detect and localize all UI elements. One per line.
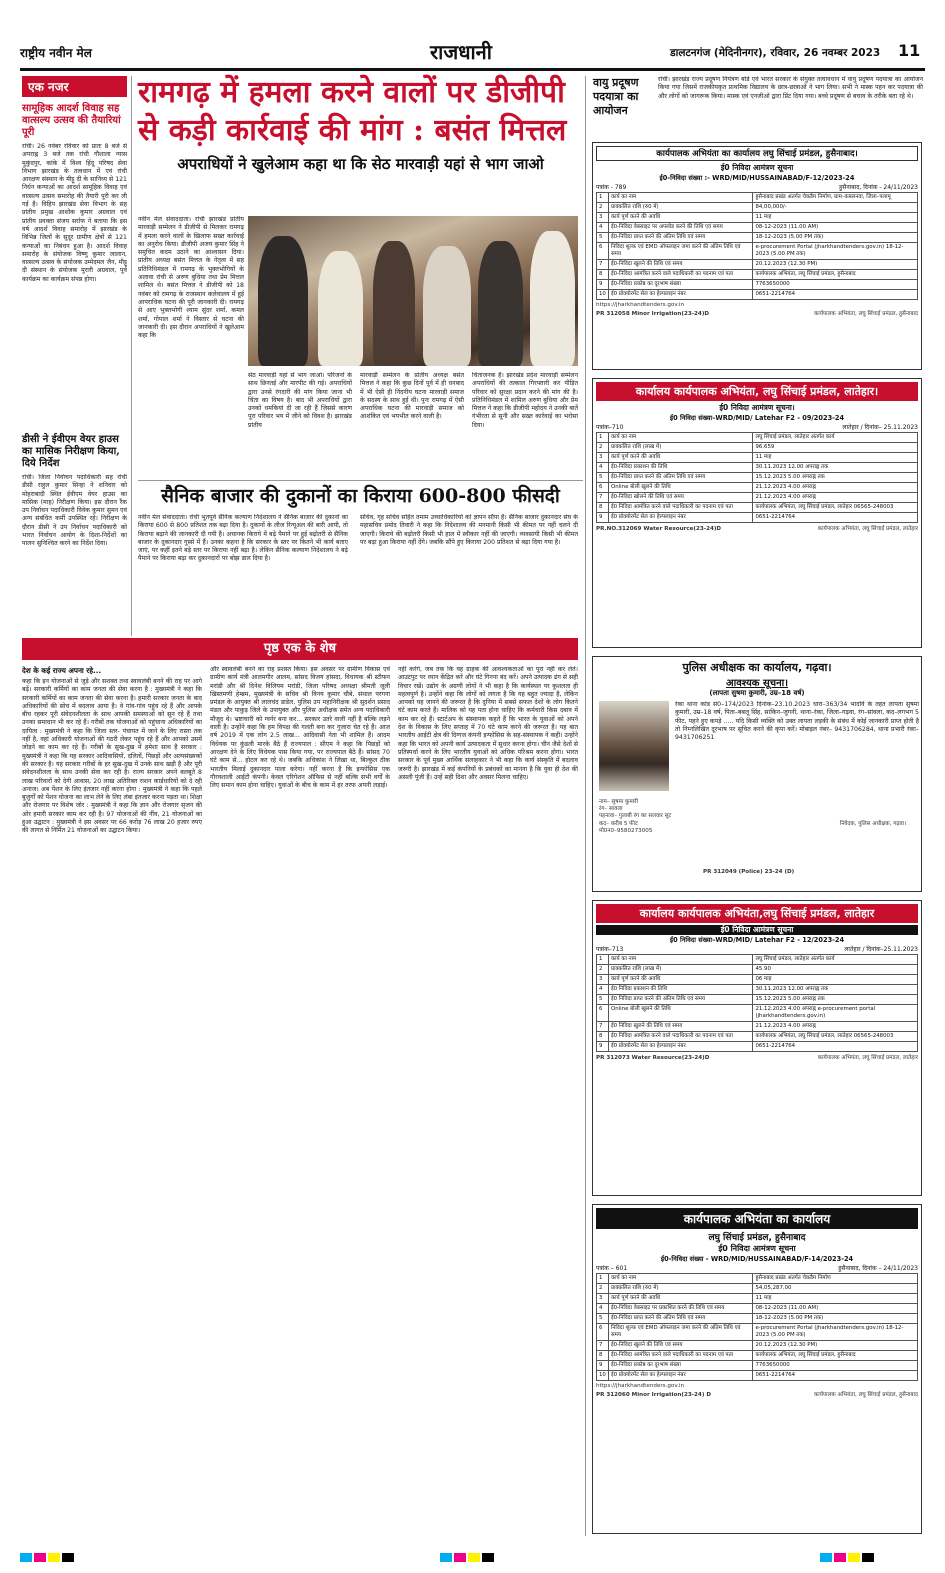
table-cell: 1: [597, 955, 609, 965]
table-row: [597, 1351, 918, 1361]
table-cell: प्राक्कलित राशि (रु0 में): [609, 203, 753, 213]
table-cell: e-procurement Portal (jharkhandtenders.gov.in) 18-12-2023 (5.00 PM तक): [753, 243, 918, 260]
table-cell: प्राक्कलित राशि (लाख में): [609, 443, 753, 453]
lead-story: [138, 74, 583, 174]
table-row: [597, 1314, 918, 1324]
police-signer: निवेदक, पुलिस अधीक्षक, गढ़वा।: [839, 821, 907, 827]
table-cell: 3: [597, 453, 609, 463]
continued-col1-title: देश के कई राज्य अपना रहे...: [22, 666, 102, 675]
tender3-footer: PR 312073 Water Resource(23-24)D: [596, 1055, 710, 1061]
tender1-date: हुसैनाबाद, दिनांक - 24/11/2023: [839, 184, 918, 191]
table-cell: 5: [597, 1314, 609, 1324]
table-cell: 8: [597, 1032, 609, 1042]
table-row: [597, 483, 918, 493]
registration-left: [20, 1547, 76, 1566]
table-row: [597, 1341, 918, 1351]
table-cell: 2: [597, 1284, 609, 1294]
registration-swatch: [48, 1553, 60, 1562]
table-cell: 7763650000: [753, 1361, 918, 1371]
continued-col2: और स्वावलंबी बनने का राह प्रशस्त किया। इस अवसर पर ग्रामीण विकास एवं ग्रामीण कार्य मंत्री आलमगीर आलम, सांसद विजय हांसदा, विधायक श्री स्टीफन मरांडी और श्री दिनेश विलियम मरांडी, जिला परिषद अध्यक्षा श्रीमती जूली खिस्तमणी हेम्ब्रम, मुख्यमंत्री के सचिव श्री विनय कुमार चौबे, संथाल परगना प्रमंडल के आयुक्त श्री लालचंद डाडेल, पुलिस उप महानिरीक्षक श्री सुदर्शन प्रसाद मंडल और पाकुड़ जिले के उपायुक्त और पुलिस अधीक्षक समेत अन्य पदाधिकारी मौजूद थे। भ्रष्टाचारी को ग्वर्नर बना कर... सरकार उतरे वाली नहीं है बल्कि लड़ने वाली है। उन्होंने कहा कि हम विपक्ष की गलती बना कर गुजारा चेत रहे हैं। आज वर्ष 2019 में एक लोग 2.5 लाख... आदिवासी नेता भी शामिल हैं। आदम विधेयक पर कुंडली मारके बैठे हैं राज्यपाल : सीएम ने कहा कि पिछड़ों को आरक्षण देने के लिए विधेयक पास किया गया, पर राज्यपाल बैठे हैं। सांसद 70 घंटे काम से... होटल कर रहे थे। जबकि अधिकांश ने लिखा था, बिल्कुल ठीक भारतीय मिलाई दुकानदार पाला करेगा। नहीं करना है कि इन्फोसिस एक गौरवशाली आईटी कंपनी। केवल एरिगेशन ऑफिस से नहीं बल्कि सभी वर्गों के लिए समान काम होना चाहिए। युवाओं के बीच के काम में हर तरफ अपनी लड़ाई।: [210, 666, 390, 790]
table-row: [597, 995, 918, 1005]
tender2-office: कार्यालय कार्यपालक अभियंता, लघु सिंचाई प्रमंडल, लातेहार।: [596, 382, 918, 401]
police-subtitle: (लापता सुषमा कुमारी, उम्र–18 वर्ष): [709, 689, 805, 697]
table-cell: कार्य का नाम: [609, 955, 753, 965]
police-detail-phone: मो0न0–9580273005: [599, 827, 653, 834]
lead-subhead: अपराधियों ने खुलेआम कहा था कि सेठ मारवाड़ी यहां से भाग जाओ: [177, 155, 544, 173]
tender4-table: [596, 1273, 918, 1381]
table-row: [597, 955, 918, 965]
table-cell: 1: [597, 433, 609, 443]
tender3-title: ई0 निविदा आमंत्रण सूचना: [596, 925, 918, 935]
table-cell: ई0 निविदा प्राप्त करने की अंतिम तिथि एवं समय: [609, 995, 753, 1005]
table-cell: 3: [597, 213, 609, 223]
story2-body-left: नवीन मेल संवाददाता। रांची भुतपूर्व सैनिक कल्याण निदेशालय ने सैनिक बाजार की दुकानों का किराया 600 से 800 प्रतिशत तक बढ़ा दिया है। दुकानों के लीज रिन्यूअल की बारी आयी, तो किराया बढ़ाने की जानकारी दी गयी है। अचानक किराये में बढ़े पैमाने पर हुई बढ़ोतरी से सैनिक बाजार के दुकानदार गुस्से में हैं। उनका कहना है कि सरकार के स्तर पर कितने भी कार्य बताए जाएं, पर कहीं इतने बड़े स्तर पर किराया नहीं बढ़ा है। लेकिन सैनिक कल्याण निदेशालय ने बढ़े पैमाने पर किराया बढ़ा कर दुकानदारों पर बोझ डाल दिया है।: [138, 514, 348, 563]
table-cell: 9: [597, 280, 609, 290]
registration-swatch: [62, 1553, 74, 1562]
table-cell: ई0 निविदा प्रकाशन की तिथि: [609, 985, 753, 995]
table-cell: 21.12.2023 4.00 अपराह्न: [753, 483, 918, 493]
lead-body-right2: चिंताजनक है। झारखंड प्रदेश मारवाड़ी सम्मेलन अपराधियों की तत्काल गिरफ्तारी कर पीड़ित परिवार को सुरक्षा प्रदान करने की मांग की है। प्रतिनिधिमंडल में शामिल अरुण बुधिया और प्रेम मित्तल ने कहा कि डीजीपी महोदय ने उनकी बातें गंभीरता से सुनी और सख्त कार्रवाई का भरोसा दिया।: [472, 372, 578, 429]
table-cell: लघु सिंचाई प्रमंडल, लातेहार अंतर्गत कार्य: [753, 433, 918, 443]
table-cell: 15.12.2023 5.00 अपराह्न तक: [753, 995, 918, 1005]
table-cell: कार्यपालक अभियंता, लघु सिंचाई प्रमंडल, लातेहार 06565-248003: [753, 503, 918, 513]
tender2: [592, 378, 922, 648]
table-row: [597, 453, 918, 463]
story2-headline: सैनिक बाजार की दुकानों का किराया 600-800 फीसदी: [161, 485, 560, 507]
table-cell: 0651-2214764: [753, 1042, 918, 1052]
tender3: [592, 900, 922, 1196]
table-row: [597, 1294, 918, 1304]
lead-photo: [248, 216, 578, 366]
table-cell: 6: [597, 243, 609, 260]
table-cell: ई0-निविदा वेबसाइट पर प्रकाशित करने की तिथि एवं समय: [609, 1304, 753, 1314]
table-cell: 5: [597, 995, 609, 1005]
tender1-title: ई0 निविदा आमंत्रण सूचना: [720, 163, 794, 172]
table-cell: 2: [597, 443, 609, 453]
registration-swatch: [482, 1553, 494, 1562]
table-cell: ई0-निविदा प्राप्त करने की अंतिम तिथि एवं समय: [609, 473, 753, 483]
table-cell: 4: [597, 463, 609, 473]
registration-marks: [20, 1545, 925, 1559]
table-row: [597, 1022, 918, 1032]
table-cell: 4: [597, 223, 609, 233]
table-cell: 9: [597, 1042, 609, 1052]
table-row: [597, 965, 918, 975]
police-detail-address: पहनावा– गुलाबी रंग का सलवार सूट: [599, 813, 672, 820]
tender2-table: [596, 432, 918, 523]
tender1: [592, 142, 922, 370]
table-cell: 4: [597, 1304, 609, 1314]
police-title: आवश्यक सूचना।: [725, 678, 789, 689]
tender1-ref: ई0-निविदा संख्या :- WRD/MID/HUSSAINABAD/F-12/2023-24: [659, 174, 855, 182]
tender1-patrank: पत्रांक - 789: [596, 184, 627, 191]
table-cell: हुसैनाबाद प्रखंड अंतर्गत चेकडैम निर्माण, ग्राम–कबलनवा, जिला–पलामू: [753, 193, 918, 203]
table-cell: 18-12-2023 (5.00 PM तक): [753, 233, 918, 243]
table-cell: लघु सिंचाई प्रमंडल, लातेहार अंतर्गत कार्य: [753, 955, 918, 965]
sidebar: [22, 76, 127, 636]
table-row: [597, 975, 918, 985]
table-cell: 3: [597, 1294, 609, 1304]
table-cell: 08-12-2023 (11.00 AM): [753, 223, 918, 233]
table-cell: 30.11.2023 12.00 अपराह्न तक: [753, 463, 918, 473]
table-row: [597, 213, 918, 223]
table-cell: प्राक्कलित राशि (लाख में): [609, 965, 753, 975]
dateline: डालटनगंज (मेदिनीनगर), रविवार, 26 नवम्बर 2023: [670, 47, 881, 59]
tender3-patrank: पत्रांक–713: [596, 946, 624, 953]
table-cell: ई0-निविदा खोलने की तिथि एवं समय: [609, 493, 753, 503]
table-cell: 10: [597, 290, 609, 300]
table-cell: ई0-निविदा प्राप्त करने की अंतिम तिथि एवं समय: [609, 233, 753, 243]
table-cell: 4: [597, 985, 609, 995]
table-cell: 21.12.2023 4.00 अपराह्न: [753, 1022, 918, 1032]
sidebar-story2-title: डीसी ने ईवीएम वेयर हाउस का मासिक निरीक्षण किया, दिये निर्देश: [22, 434, 120, 469]
tender4-signer: कार्यपालक अभियंता, लघु सिंचाई प्रमंडल, हुसैनाबाद: [814, 1392, 918, 1399]
tender1-signer: कार्यपालक अभियंता, लघु सिंचाई प्रमंडल, हुसैनाबाद: [814, 311, 918, 318]
table-cell: 1: [597, 1274, 609, 1284]
table-cell: 0651-2214764: [753, 1371, 918, 1381]
continued-banner: पृष्ठ एक के शेष: [22, 638, 578, 660]
police-detail-color: रंग– सावला: [599, 806, 623, 813]
table-row: [597, 270, 918, 280]
table-cell: ई0-निविदा प्रकोष्ठ का दूरभाष संख्या: [609, 280, 753, 290]
tender4: [592, 1204, 922, 1534]
right-divider: [585, 76, 586, 1536]
table-row: [597, 1371, 918, 1381]
tender4-ref: ई0-निविदा संख्या - WRD/MID/HUSSAINABAD/F-14/2023-24: [660, 1255, 854, 1263]
table-cell: 2: [597, 203, 609, 213]
table-cell: 6: [597, 1005, 609, 1022]
table-row: [597, 503, 918, 513]
sidebar-divider: [131, 76, 132, 636]
paper-name: राष्ट्रीय नवीन मेल: [20, 46, 92, 60]
table-cell: 3: [597, 975, 609, 985]
sidebar-tag: एक नजर: [22, 76, 127, 97]
table-row: [597, 463, 918, 473]
table-cell: 9: [597, 1361, 609, 1371]
table-row: [597, 1304, 918, 1314]
lead-body-left: नवीन मेल संवाददाता। रांची झारखंड प्रांतीय मारवाड़ी सम्मेलन ने डीजीपी से मिलकर रामगढ़ में हमला करने वालों के खिलाफ सख्त कार्रवाई का अनुरोध किया। डीजीपी अजय कुमार सिंह ने समुचित कदम उठाने का आश्वासन दिया। प्रांतीय अध्यक्ष बसंत मित्तल के नेतृत्व में सह प्रतिनिधिमंडल में रामगढ़ के भुक्तभोगियों के अलावा रांची से अरुण बुधिया तथा प्रेम मित्तल शामिल थे। बसंत मित्तल ने डीजीपी को 18 नवंबर को रामगढ़ के राजस्थान कलेवालय में हुई आपराधिक घटना की पूरी जानकारी दी। रामगढ़ से आए भुक्तभोगी श्याम सुंदर शर्मा, कमल शर्मा, गोपाल शर्मा ने विस्तार से घटना की जानकारी दी। इस दौरान अपराधियों ने खुलेआम कहा कि: [138, 216, 244, 340]
table-cell: ई0 निविदा आमंत्रित करने वाले पदाधिकारी का पदनाम एवं पता: [609, 503, 753, 513]
table-row: [597, 233, 918, 243]
tender4-patrank: पत्रांक – 601: [596, 1265, 628, 1272]
table-cell: कार्य पूर्ण करने की अवधि: [609, 1294, 753, 1304]
table-cell: 11 माह: [753, 1294, 918, 1304]
table-row: [597, 513, 918, 523]
registration-swatch: [862, 1553, 874, 1562]
police-detail-name: नाम– सुषमा कुमारी: [599, 799, 638, 805]
missing-person-photo: [599, 701, 669, 791]
masthead-rule: [20, 68, 925, 71]
table-cell: कार्य पूर्ण करने की अवधि: [609, 975, 753, 985]
registration-right: [820, 1547, 876, 1566]
tender1-office: कार्यपालक अभियंता का कार्यालय लघु सिंचाई प्रमंडल, हुसैनाबाद।: [596, 146, 918, 161]
table-row: [597, 433, 918, 443]
table-cell: कार्य पूर्ण करने की अवधि: [609, 213, 753, 223]
lead-headline: रामगढ़ में हमला करने वालों पर डीजीपी से कड़ी कार्रवाई की मांग : बसंत मित्तल: [138, 75, 567, 148]
table-cell: 6: [597, 1324, 609, 1341]
registration-mid: [440, 1547, 496, 1566]
table-cell: ई0 प्रोक्योरमेंट सेल का हेल्पलाइन नंबर: [609, 1371, 753, 1381]
table-cell: Online बोली खुलने की तिथि: [609, 483, 753, 493]
sidebar-story1-body: रांची। 26 नवंबर रविवार को प्रातः 8 बजे से अपराह्न 3 बजे तक रांची गौशाला न्यास मुकुंदपुर, कांके में विश्व हिंदू परिषद सेवा विभाग झारखंड के तत्वधान में एवं रांची आरक्षण संस्थान के मीट्टू दी के सानिध्य से 121 निर्धन कन्याओं का आदर्श सामूहिक विवाह एवं वात्सल्य उत्सव समारोह की तैयारी पूरी कर ली गई है। विहिप झारखंड सेवा विभाग के सह प्रांतीय प्रमुख आशोक कुमार अग्रवाल एवं प्रांतीय प्रवक्ता संजय सर्राफ ने बताया कि इस वर्ष आदर्श विवाह समारोह में झारखंड के विभिन्न जिलों के सुदूर ग्रामीण क्षेत्रों से 121 कन्याओं का निबंधन हुआ है। आदर्श विवाह समारोह के संयोजक विष्णु कुमार जालान, वात्सल्य उत्सव के संयोजक उम्मेदमल जैन, मीट्टू दी संस्थान के संयोजक मुरारी अग्रवाल, पूर्व कार्यक्रम का कार्यक्रम संपन्न होगा।: [22, 143, 127, 283]
table-cell: 20.12.2023 (12.30 PM): [753, 260, 918, 270]
tender3-ref: ई0 निविदा संख्या–WRD/MID/ Latehar F2 - 12/2023-24: [669, 936, 845, 944]
table-cell: ई0 प्रोक्योरमेंट सेल का हेल्पलाइन नंबर: [609, 1042, 753, 1052]
table-cell: 18-12-2023 (5.00 PM तक): [753, 1314, 918, 1324]
table-cell: 11 माह: [753, 453, 918, 463]
table-cell: ई0 निविदा खुलने की तिथि एवं समय: [609, 1022, 753, 1032]
table-cell: कार्यपालक अभियंता, लघु सिंचाई प्रमंडल, हुसैनाबाद: [753, 1351, 918, 1361]
table-cell: ई0-निविदा खुलने की तिथि एवं समय: [609, 260, 753, 270]
table-cell: कार्य का नाम: [609, 193, 753, 203]
police-details: [599, 799, 799, 835]
tender2-ref: ई0 निविदा संख्या–WRD/MID/ Latehar F2 - 09/2023-24: [669, 414, 845, 422]
police-body: रंका थाना कांड सं0–174/2023 दिनांक–23.10.2023 धारा–363/34 भादवि के तहत लापता सुषमा कुमारी, उम्र–18 वर्ष, पिता–बबलू सिंह, साकिन–जुगनी, थाना–रंका, जिला–गढ़वा, रंग–सांवला, कद–लगभग 5 फीट, पहने हुए कपड़े ..... यदि किसी व्यक्ति को उक्त लापता लड़की के संबंध में कोई जानकारी प्राप्त होती है तो निम्नलिखित दूरभाष पर सूचित करने की कृपा करें। मोबाइल नंबर– 9431706284, थाना प्रभारी रंका– 9431706251: [675, 701, 919, 742]
registration-swatch: [440, 1553, 452, 1562]
lead-body-mid: सेठ मारवाड़ी यहां से भाग जाओ। परिजनों के साथ छिनतई और मारपीट की गई। अपराधियों द्वारा उनसे रंगदारी की मांग किया जाना भी चिंता का विषय है। बाद भी अपराधियों द्वारा उनको धमकियां दी जा रही हैं जिससे कारण पूरा परिवार भय में जीने को विवश है। झारखंड प्रांतीय: [248, 372, 352, 429]
table-cell: निविदा शुल्क एवं EMD ऑफलाइन जमा करने की अंतिम तिथि एवं समय: [609, 243, 753, 260]
table-cell: 96.659: [753, 443, 918, 453]
tender4-office2: लघु सिंचाई प्रमंडल, हुसैनाबाद: [708, 1233, 806, 1243]
table-cell: निविदा शुल्क एवं EMD ऑफलाइन जमा करने की अंतिम तिथि एवं समय: [609, 1324, 753, 1341]
registration-swatch: [820, 1553, 832, 1562]
table-cell: 21.12.2023 4.00 अपराह्न: [753, 493, 918, 503]
table-cell: Online बोली खुलने की तिथि: [609, 1005, 753, 1022]
table-row: [597, 493, 918, 503]
table-row: [597, 985, 918, 995]
table-cell: 54,05,287.00: [753, 1284, 918, 1294]
table-cell: ई0 निविदा आमंत्रित करने वाले पदाधिकारी का पदनाम एवं पता: [609, 1032, 753, 1042]
table-cell: 7763650000: [753, 280, 918, 290]
table-cell: 7: [597, 493, 609, 503]
table-row: [597, 1274, 918, 1284]
table-cell: ई0-निविदा प्राप्त करने की अंतिम तिथि एवं समय: [609, 1314, 753, 1324]
table-cell: e-procurement Portal (jharkhandtenders.gov.in) 18-12-2023 (5.00 PM तक): [753, 1324, 918, 1341]
table-row: [597, 473, 918, 483]
table-cell: 7: [597, 1022, 609, 1032]
table-row: [597, 280, 918, 290]
table-cell: 1: [597, 193, 609, 203]
police-office: पुलिस अधीक्षक का कार्यालय, गढ़वा।: [682, 661, 832, 674]
story2-rule: [138, 480, 583, 481]
table-cell: कार्य का नाम: [609, 1274, 753, 1284]
table-cell: ई0 प्रोक्योरमेंट सेल का हेल्पलाइन नंबर: [609, 290, 753, 300]
table-cell: 08-12-2023 (11.00 AM): [753, 1304, 918, 1314]
page-number: 11: [898, 41, 921, 60]
police-footer: PR 312049 (Police) 23-24 (D): [703, 869, 795, 875]
tender4-website[interactable]: https://jharkhandtenders.gov.in: [596, 1383, 685, 1389]
table-cell: 8: [597, 1351, 609, 1361]
table-cell: ई0 प्रोक्योरमेंट सेल का हेल्पलाइन नंबर: [609, 513, 753, 523]
table-row: [597, 1324, 918, 1341]
table-row: [597, 243, 918, 260]
table-cell: 84,00,000/-: [753, 203, 918, 213]
table-cell: कार्य पूर्ण करने की अवधि: [609, 453, 753, 463]
tender4-date: हुसैनाबाद, दिनांक – 24/11/2023: [838, 1265, 918, 1272]
table-cell: 20.12.2023 (12.30 PM): [753, 1341, 918, 1351]
tender1-footer: PR 312058 Minor Irrigation(23-24)D: [596, 311, 710, 318]
table-cell: 5: [597, 473, 609, 483]
registration-swatch: [848, 1553, 860, 1562]
section-title: राजधानी: [430, 40, 492, 64]
table-cell: 15.12.2023 5.00 अपराह्न तक: [753, 473, 918, 483]
lead-body-right1: मारवाड़ी सम्मेलन के प्रांतीय अध्यक्ष बसंत मित्तल ने कहा कि कुछ दिनों पूर्व में ही धनबाद में भी ऐसी ही निंदनीय घटना मारवाड़ी समाज के सदस्य के साथ हुई थी। पुनः रामगढ़ में ऐसी अपराधिक घटना की मारवाड़ी समाज को आशंकित एवं भयभीत करने वाली है।: [360, 372, 464, 421]
table-cell: 21.12.2023 4.00 अपराह्न e-procurement portal (jharkhandtenders.gov.in): [753, 1005, 918, 1022]
tender4-footer: PR 312060 Minor Irrigation(23-24) D: [596, 1392, 711, 1399]
table-row: [597, 1361, 918, 1371]
table-row: [597, 260, 918, 270]
police-notice: [592, 656, 922, 892]
tender1-table: [596, 192, 918, 300]
table-cell: ई0-निविदा आमंत्रित करने वाले पदाधिकारी का पदनाम एवं पता: [609, 270, 753, 280]
table-cell: 45.90: [753, 965, 918, 975]
tender2-title: ई0 निविदा आमंत्रण सूचना।: [719, 403, 795, 412]
table-cell: 8: [597, 503, 609, 513]
table-cell: 7: [597, 260, 609, 270]
table-cell: ई0-निविदा खुलने की तिथि एवं समय: [609, 1341, 753, 1351]
table-cell: 7: [597, 1341, 609, 1351]
table-row: [597, 290, 918, 300]
table-row: [597, 223, 918, 233]
table-cell: 5: [597, 233, 609, 243]
table-cell: 30.11.2023 12.00 अपराह्न तक: [753, 985, 918, 995]
table-cell: 9: [597, 513, 609, 523]
table-row: [597, 1284, 918, 1294]
tender4-title: ई0 निविदा आमंत्रण सूचना: [718, 1244, 796, 1253]
table-cell: 6: [597, 483, 609, 493]
table-row: [597, 203, 918, 213]
table-cell: कार्य का नाम: [609, 433, 753, 443]
masthead: [20, 38, 925, 66]
continued-col3: नहीं करेंगे, जब तक कि वह ग्राहक की आवश्यकताओं का पूरा नहीं कर लेते। आउटपुट पर ध्यान केंद्रित करें और घंटे गिनना बंद करें। अपने उत्पादक ढंग से सही विचार रखें। उद्योग के अग्रणी लोगों ने भी कहा है कि कार्यस्थल पर कुशलता ही महत्वपूर्ण है। उन्होंने कहा कि लोगों को लगता है कि यह बहुत ज्यादा है, लेकिन आपको यह जानने की जरूरत है कि दुनिया में सबसे सफल देशों के लोग कितने घंटे काम करते हैं। मालिक को यह पता होना चाहिए कि कर्मचारी किस दबाव में काम कर रहे हैं। स्टार्टअप के संस्थापक कहते हैं कि भारत के युवाओं को अपने देश के विकास के लिए सप्ताह में 70 घंटे काम करने की जरूरत है। यह बात भारतीय आईटी क्षेत्र की दिग्गज कंपनी इन्फोसिस के सह-संस्थापक ने कही। उन्होंने कहा कि भारत को अपनी कार्य उत्पादकता में सुधार करना होगा। चीन जैसे देशों से प्रतिस्पर्धा करने के लिए भारतीय युवाओं को अधिक परिश्रम करना होगा। भारत सरकार के पूर्व मुख्य आर्थिक सलाहकार ने भी कहा कि कार्य संस्कृति में बदलाव जरूरी है। झारखंड में कई कंपनियों के प्रबंधकों का मानना है कि युवा ही देश की असली पूंजी हैं। उन्हें सही दिशा और अवसर मिलना चाहिए।: [398, 666, 578, 781]
table-cell: ई0-निविदा आमंत्रित करने वाले पदाधिकारी का पदनाम एवं पता: [609, 1351, 753, 1361]
story2-body-right: सचिव, गृह सचिव सहित तमाम उच्चाधिकारियों को ज्ञापन सौंपा है। सैनिक बाजार दुकानदार संघ के महासचिव प्रमोद तिवारी ने कहा कि निदेशालय की मनमानी किसी भी कीमत पर नहीं चलने दी जाएगी। किराये की बढ़ोतरी किसी भी हाल में स्वीकार नहीं की जाएगी। व्यवसायी किसी भी कीमत पर बढ़ा हुआ किराया नहीं देंगे। जबकि सौंपे हुए किराया 200 प्रतिशत से बढ़ा दिया गया है।: [360, 514, 578, 546]
sidebar-story2-body: रांची। जिला निर्वाचन पदाधिकारी सह रांची डीसी राहुल कुमार सिन्हा ने शनिवार को मोहराबादी स्थित ईवीएम वेयर हाउस का मासिक (माह) निरीक्षण किया। इस दौरान रैंक उप निर्वाचन पदाधिकारी विवेक कुमार सुमन एवं अन्य संबंधित कर्मी उपस्थित रहे। निरीक्षण के दौरान डीसी ने उप निर्वाचन पदाधिकारी को भारत निर्वाचन आयोग के दिशा-निर्देशों का पालन सुनिश्चित करने का निर्देश दिया।: [22, 474, 127, 548]
table-cell: कार्यपालक अभियंता, लघु सिंचाई प्रमंडल, हुसैनाबाद: [753, 270, 918, 280]
table-cell: 0651-2214764: [753, 513, 918, 523]
tender1-website[interactable]: https://jharkhandtenders.gov.in: [596, 302, 685, 308]
table-cell: प्राक्कलित राशि (रु0 में): [609, 1284, 753, 1294]
table-cell: ई0-निविदा वेबसाइट पर अपलोड करने की तिथि एवं समय: [609, 223, 753, 233]
police-detail-height: कद– करीब 5 फीट: [599, 820, 638, 827]
table-cell: कार्यपालक अभियंता, लघु सिंचाई प्रमंडल, लातेहार 06565-248003: [753, 1032, 918, 1042]
tender3-signer: कार्यपालक अभियंता, लघु सिंचाई प्रमंडल, लातेहार: [817, 1055, 918, 1061]
registration-swatch: [20, 1553, 32, 1562]
table-row: [597, 1032, 918, 1042]
sidebar-story1-title: सामूहिक आदर्श विवाह सह वात्सल्य उत्सव की तैयारियां पूरी: [22, 103, 121, 138]
table-cell: ई0-निविदा प्रकोष्ठ का दूरभाष संख्या: [609, 1361, 753, 1371]
tender4-office: कार्यपालक अभियंता का कार्यालय: [596, 1208, 918, 1229]
tender2-footer: PR.NO.312069 Water Resource(23-24)D: [596, 526, 722, 532]
tender2-patrank: पत्रांक–710: [596, 424, 624, 431]
air-body: रांची। झारखंड राज्य प्रदूषण नियंत्रण बोर्ड एवं भारत सरकार के संयुक्त तत्वावधान में वायु प्रदूषण पदयात्रा का आयोजन किया गया जिसमें राजकीयकृत प्राथमिक विद्यालय के छात्र-छात्राओं ने भाग लिया। सभी ने मास्क पहन कर पदयात्रा की और लोगों को जागरूक किया। मास्क एवं एनजीओ द्वारा प्रिंट दिया गया। बच्चे प्रदूषण से बचाव के तरीके बता रहे थे।: [658, 76, 923, 100]
table-cell: 10: [597, 1371, 609, 1381]
table-cell: 06 माह: [753, 975, 918, 985]
tender2-signer: कार्यपालक अभियंता, लघु सिंचाई प्रमंडल, लातेहार: [817, 526, 918, 532]
table-cell: 8: [597, 270, 609, 280]
table-row: [597, 1005, 918, 1022]
registration-swatch: [34, 1553, 46, 1562]
registration-swatch: [834, 1553, 846, 1562]
table-cell: हुसैनाबाद प्रखंड अंतर्गत चेकडैम निर्माण: [753, 1274, 918, 1284]
table-row: [597, 443, 918, 453]
table-row: [597, 1042, 918, 1052]
continued-col1: [22, 666, 202, 1536]
tender3-table: [596, 954, 918, 1052]
tender3-date: लातेहार / दिनांक–25.11.2023: [844, 946, 918, 953]
tender3-office: कार्यालय कार्यपालक अभियंता,लघु सिंचाई प्रमंडल, लातेहार: [596, 904, 918, 923]
registration-swatch: [468, 1553, 480, 1562]
continued-col1-body: कहा कि इन योजनाओं से जुड़े और सशक्त तथा स्वावलंबी बनने की राह पर आगे बढ़ें। सरकारी कर्मियों का काम जनता की सेवा करना है : मुख्यमंत्री ने कहा कि सरकारी कर्मियों का काम जनता की सेवा करना है। हमारी सरकार जनता के बाद अधिकारियों की सोच में बदलाव आया है। वे गांव-गांव पहुंच रहे हैं और आपके बीच रहकर पूरी संवेदनशीलता के साथ आपकी समस्याओं को सुन रहे हैं तथा उनका समाधान भी कर रहे हैं। गरीबों तक योजनाओं को पहुंचाना अधिकारियों का दायित्व : मुख्यमंत्री ने कहा कि जिला स्तर- पंचायत में जाने के लिए रास्ता तक नहीं है, वहां अधिकारी योजनाओं की गठरी लेकर पहुंच रहे हैं और आपको उसमें जोड़ने का काम कर रहे हैं। गरीबों के सुख-दुख में हमेशा साथ है सरकार : मुख्यमंत्री ने कहा कि यह सरकार आदिवासियों, दलितों, पिछड़ों और अल्पसंख्यकों की सरकार है। यह सरकार गरीबों के हर सुख-दुख में उनके साथ खड़ी है और पूरी संवेदनशीलता के साथ उनकी सेवा कर रही है। राज्य सरकार अपने बलबूते 8 लाख परिवारों को देगी आवास, 20 लाख अतिरिक्त राशन कार्डधारियों को दे रही अनाज। अब पेंशन के लिए इंतजार नहीं करना होगा : मुख्यमंत्री ने कहा कि पहले बुजुर्गों को पेंशन योजना का लाभ लेने के लिए लंबा इंतजार करना पड़ता था। शिक्षा और रोजगार पर विशेष जोर : मुख्यमंत्री ने कहा कि ज्ञान और रोजगार सृजन की ओर हमारी सरकार काम कर रही है। 97 योजनाओं की नींव, 21 योजनाओं का हुआ उद्घाटन : मुख्यमंत्री ने इस अवसर पर 66 करोड़ 76 लाख 20 हजार रुपए की लागत से निर्मित 21 योजनाओं का उद्घाटन किया।: [22, 678, 202, 835]
table-cell: 2: [597, 965, 609, 975]
air-label: वायु प्रदूषण पदयात्रा का आयोजन: [593, 76, 639, 117]
table-cell: 0651-2214764: [753, 290, 918, 300]
table-cell: ई0-निविदा प्रकाशन की तिथि: [609, 463, 753, 473]
tender2-date: लातेहार / दिनांक– 25.11.2023: [842, 424, 918, 431]
table-row: [597, 193, 918, 203]
table-cell: 11 माह: [753, 213, 918, 223]
registration-swatch: [454, 1553, 466, 1562]
